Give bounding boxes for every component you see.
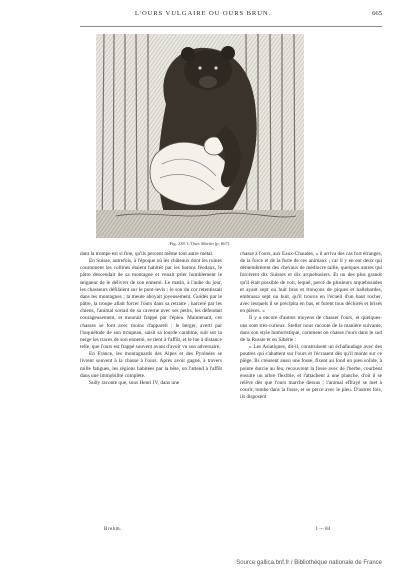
sheet-signature: I — 84 [316, 527, 331, 532]
paragraph: Sully raconte que, sous Henri IV, dans une [89, 379, 180, 386]
paragraph: Il y a encore d'autres moyens de chasser l'ours, et quelques-uns sont très-curieux. Steller nous raconte de la manière suivante, dans son style humoristique, comment on chasse l'ours dans le sud de la Russie et en Sibérie : [240, 315, 382, 343]
paragraph: chasse à l'ours, aux Eaux-Chaudes, « il arriva des cas fort étranges, de la force et de la furie de ces animaux ; car il y en eut deux qui démembrèrent des chevaux de médiocre taille, quelques autres qui forcèrent dix Suisses et dix arquebusiers. Et un des plus grands qu'il était possible de voir, lequel, percé de plusieurs arquebusades et ayant sept ou huit bras et tronçons de piques et hallebardes, embrassa sept ou huit, qu'il trouva en l'écueil d'un haut rocher, avec lesquels il se précipita en bas, et furent tous déchirés et brisés en pièces. » [240, 251, 382, 315]
paragraph: dant la trompe est si fine, qu'ils percent même tout autre métal. [80, 251, 214, 257]
text-column-right [240, 251, 382, 401]
text-column-left [80, 251, 222, 387]
source-credit: Source gallica.bnf.fr / Bibliothèque nationale de France [236, 560, 382, 566]
bear-engraving-illustration [96, 34, 304, 238]
paragraph: En France, les montagnards des Alpes et des Pyrénées se livrent souvent à la chasse à l'ours. Après avoir gagné, à travers mille fatigues, les régions habitées par la bête, on l'attend à l'affût dans une immobilité complète. [80, 351, 222, 379]
running-title: L'OURS VULGAIRE OU OURS BRUN. [134, 10, 272, 17]
page-number: 665 [372, 10, 382, 17]
caption-suffix: (p. 667). [214, 241, 231, 246]
page-footer [0, 527, 400, 537]
caption-prefix: Fig. 238. L'Ours [169, 241, 200, 246]
engraving-figure [96, 34, 304, 238]
paragraph: En Suisse, autrefois, à l'époque où les châteaux dont les ruines couronnent les collines étaient habités par les barons féodaux, le pâtre descendait de sa montagne et venait prier humblement le seigneur de le délivrer de son ennemi. Le matin, à l'aube du jour, les chasseurs défilaient sur le pont-levis ; le son du cor retentissait dans les montagnes ; la meute aboyait joyeusement. Guidés par le pâtre, la troupe allait forcer l'ours dans sa retraite ; harcelé par les chiens, l'animal sortait de sa caverne avec ses petits, les défendait courageusement, et mourait frappé par l'épieu. Maintenant, ces chasses se font avec moins d'appareil : le berger, averti par l'inquiétude de son troupeau, saisit sa lourde carabine, suit sur la neige les traces de son ennemi, se tient à l'affût, et le tue à distance telle, que l'ours est frappé souvent avant d'avoir vu son adversaire. [80, 258, 222, 351]
header-rule [80, 26, 382, 27]
paragraph: « Les Asiatiques, dit-il, construisent un échafaudage avec des poutres qui s'abattent sur l'ours et l'écrasent dès qu'il monte sur ce piège. Ils creusent aussi une fosse, fixent au fond un pieu solide, à pointe durcie au feu, recouvrent la fosse avec de l'herbe, courbent ensuite un arbre flexible, et l'attachent à une planche, d'où il se relève dès que l'ours marche dessus ; l'animal effrayé se met à courir, tombe dans la fosse, et se perce avec le pieu. D'autres fois, ils disposent [240, 344, 382, 401]
caption-italic: Martin [200, 241, 214, 246]
running-head [0, 10, 400, 24]
figure-caption [96, 241, 304, 246]
printer-signature: Brehm. [104, 527, 122, 532]
source-credit-bar [0, 556, 400, 577]
